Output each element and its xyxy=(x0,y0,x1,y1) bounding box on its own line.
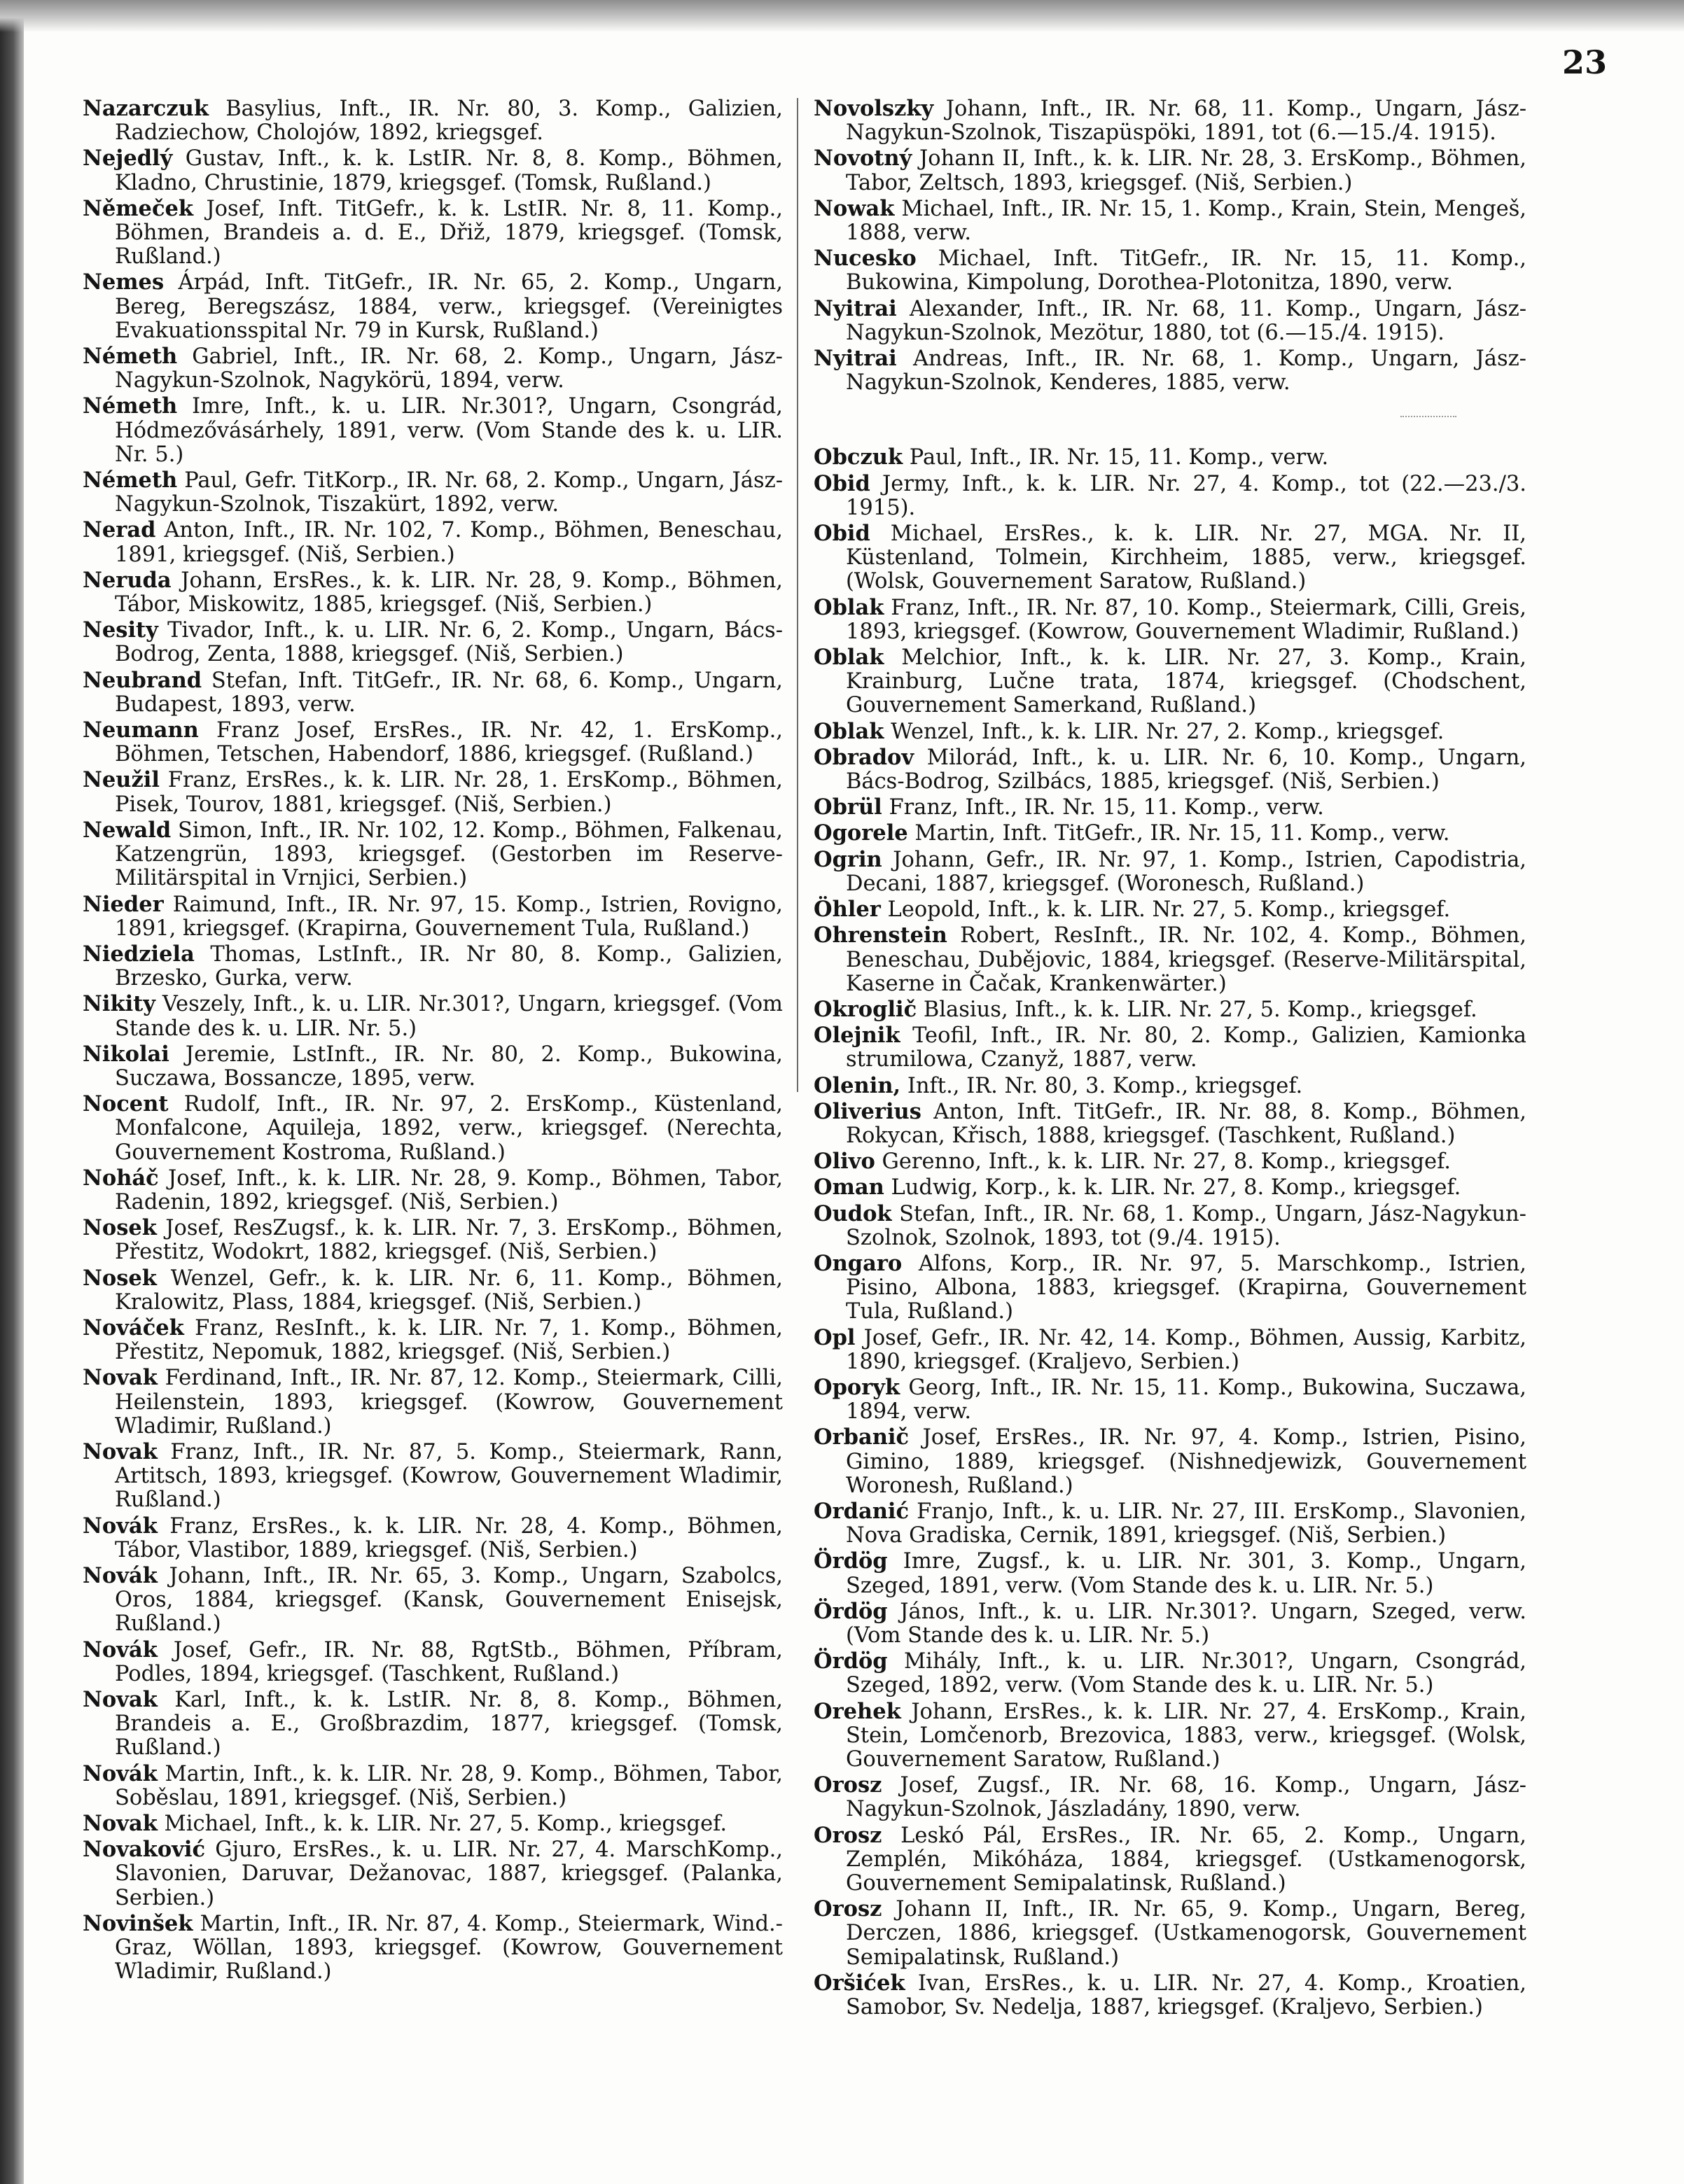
entry-details: Johann, ErsRes., k. k. LIR. Nr. 27, 4. ErsKomp., Krain, Stein, Lomčenorb, Brezovica, 1883, verw., kriegsgef. (Wolsk, Gouvernement Saratow, Rußland.) xyxy=(846,1699,1526,1772)
entry-surname: Nazarczuk xyxy=(83,96,209,121)
register-entry xyxy=(83,1216,783,1264)
register-entry xyxy=(83,468,783,517)
register-entry xyxy=(814,445,1526,470)
register-entry xyxy=(83,1440,783,1513)
entry-surname: Nemes xyxy=(83,270,165,295)
entry-surname: Oblak xyxy=(814,645,884,671)
entry-details: Thomas, LstInft., IR. Nr 80, 8. Komp., Galizien, Brzesko, Gurka, verw. xyxy=(115,941,783,991)
register-entry xyxy=(814,1700,1526,1772)
register-entry xyxy=(83,1688,783,1760)
entry-details: Tivador, Inft., k. u. LIR. Nr. 6, 2. Komp., Ungarn, Bács-Bodrog, Zenta, 1888, kriegsgef. (Niš, Serbien.) xyxy=(115,618,784,667)
entry-details: Franz, Inft., IR. Nr. 87, 5. Komp., Steiermark, Rann, Artitsch, 1893, kriegsgef. (Kowrow, Gouvernement Wladimir, Rußland.) xyxy=(115,1439,783,1513)
entry-details: Karl, Inft., k. k. LstIR. Nr. 8, 8. Komp., Böhmen, Brandeis a. E., Großbrazdim, 1877, kriegsgef. (Tomsk, Rußland.) xyxy=(115,1688,783,1760)
register-entry xyxy=(83,1812,783,1836)
register-entry xyxy=(83,1762,783,1810)
entry-surname: Nerad xyxy=(83,517,156,543)
entry-surname: Ohrenstein xyxy=(814,923,947,948)
entry-surname: Novák xyxy=(83,1637,158,1662)
entry-details: Raimund, Inft., IR. Nr. 97, 15. Komp., Istrien, Rovigno, 1891, kriegsgef. (Krapirna, Gouvernement Tula, Rußland.) xyxy=(115,892,783,941)
entry-surname: Ogorele xyxy=(814,820,908,846)
register-entry xyxy=(83,344,783,393)
register-entry xyxy=(83,1564,783,1637)
entry-details: Basylius, Inft., IR. Nr. 80, 3. Komp., Galizien, Radziechow, Cholojów, 1892, kriegsgef. xyxy=(115,97,783,146)
register-entry xyxy=(83,1166,783,1214)
register-entry xyxy=(83,942,783,990)
register-entry xyxy=(814,1549,1526,1597)
register-entry xyxy=(83,668,783,717)
entry-details: János, Inft., k. u. LIR. Nr.301?. Ungarn, Szeged, verw. (Vom Stande des k. u. LIR. Nr. 5.) xyxy=(846,1599,1527,1648)
register-entry xyxy=(814,1023,1526,1072)
entry-details: Teofil, Inft., IR. Nr. 80, 2. Komp., Galizien, Kamionka strumilowa, Czanyž, 1887, verw. xyxy=(846,1023,1526,1072)
entry-surname: Oblak xyxy=(814,594,884,620)
entry-surname: Ördög xyxy=(814,1548,888,1574)
register-entry xyxy=(814,1100,1526,1148)
entry-surname: Novolszky xyxy=(814,96,934,121)
register-entry xyxy=(814,197,1526,245)
register-entry xyxy=(814,297,1526,345)
entry-details: Franz, Inft., IR. Nr. 15, 11. Komp., verw. xyxy=(889,795,1324,820)
entry-surname: Nieder xyxy=(83,891,164,917)
entry-surname: Nyitrai xyxy=(814,295,897,321)
entry-details: Leskó Pál, ErsRes., IR. Nr. 65, 2. Komp., Ungarn, Zemplén, Mikóháza, 1884, kriegsgef. (Ustkamenogorsk, Gouvernement Semipalatinsk, Rußland.) xyxy=(846,1823,1526,1896)
page-top-shadow xyxy=(0,0,1684,32)
page-number: 23 xyxy=(1561,43,1607,81)
entry-surname: Noháč xyxy=(83,1165,159,1191)
register-entry xyxy=(814,1773,1526,1821)
register-entry xyxy=(83,1092,783,1165)
register-entry xyxy=(814,746,1526,794)
entry-details: Robert, ResInft., IR. Nr. 102, 4. Komp., Böhmen, Beneschau, Dubějovic, 1884, kriegsgef. (Reserve-Militärspital, Kaserne in Čačak, Krankenwärter.) xyxy=(846,923,1526,996)
entry-surname: Nocent xyxy=(83,1091,169,1117)
entry-details: Martin, Inft., k. k. LIR. Nr. 28, 9. Komp., Böhmen, Tabor, Soběslau, 1891, kriegsgef. (Niš, Serbien.) xyxy=(115,1761,783,1810)
entry-surname: Novak xyxy=(83,1365,158,1391)
section-gap xyxy=(814,396,1526,445)
register-entry xyxy=(814,1897,1526,1970)
entry-details: Melchior, Inft., k. k. LIR. Nr. 27, 3. Komp., Krain, Krainburg, Lučne trata, 1874, kriegsgef. (Chodschent, Gouvernement Samerkand, Rußland.) xyxy=(846,645,1526,718)
register-entry xyxy=(83,892,783,941)
entry-details: Alexander, Inft., IR. Nr. 68, 11. Komp., Ungarn, Jász-Nagykun-Szolnok, Mezötur, 1880, tot (6.—15./4. 1915). xyxy=(846,296,1527,345)
entry-details: Martin, Inft. TitGefr., IR. Nr. 15, 11. Komp., verw. xyxy=(914,821,1450,846)
entry-details: Josef, Inft., k. k. LIR. Nr. 28, 9. Komp., Böhmen, Tabor, Radenin, 1892, kriegsgef. (Niš, Serbien.) xyxy=(115,1166,783,1214)
entry-surname: Olivo xyxy=(814,1149,875,1175)
entry-surname: Nosek xyxy=(83,1215,157,1241)
register-entry xyxy=(814,146,1526,195)
entry-surname: Németh xyxy=(83,344,178,370)
entry-surname: Oršićek xyxy=(814,1970,905,1996)
entry-surname: Ördög xyxy=(814,1648,888,1674)
entry-details: Michael, Inft. TitGefr., IR. Nr. 15, 11. Komp., Bukowina, Kimpolung, Dorothea-Plotonitza, 1890, verw. xyxy=(846,246,1526,295)
register-entry xyxy=(83,518,783,566)
entry-details: Wenzel, Inft., k. k. LIR. Nr. 27, 2. Komp., kriegsgef. xyxy=(891,719,1445,744)
entry-surname: Olenin, xyxy=(814,1072,901,1098)
entry-surname: Obrül xyxy=(814,794,882,820)
entry-details: Franz Josef, ErsRes., IR. Nr. 42, 1. ErsKomp., Böhmen, Tetschen, Habendorf, 1886, kriegsgef. (Rußland.) xyxy=(115,718,783,767)
entry-details: Wenzel, Gefr., k. k. LIR. Nr. 6, 11. Komp., Böhmen, Kralowitz, Plass, 1884, kriegsgef. (Niš, Serbien.) xyxy=(115,1266,783,1315)
entry-details: Árpád, Inft. TitGefr., IR. Nr. 65, 2. Komp., Ungarn, Bereg, Beregszász, 1884, verw., kriegsgef. (Vereinigtes Evakuationsspital Nr. 79 in Kursk, Rußland.) xyxy=(115,270,783,343)
register-entry xyxy=(814,246,1526,295)
register-entry xyxy=(814,897,1526,922)
entry-surname: Nováček xyxy=(83,1315,184,1340)
register-entry xyxy=(814,346,1526,395)
right-column-o-section xyxy=(814,445,1526,2019)
entry-surname: Novak xyxy=(83,1687,158,1712)
entry-surname: Németh xyxy=(83,468,178,493)
right-column xyxy=(814,97,1526,2021)
register-entry xyxy=(83,146,783,195)
entry-details: Ivan, ErsRes., k. u. LIR. Nr. 27, 4. Komp., Kroatien, Samobor, Sv. Nedelja, 1887, kriegsgef. (Kraljevo, Serbien.) xyxy=(846,1970,1526,2020)
entry-surname: Obradov xyxy=(814,744,914,770)
entry-surname: Ordanić xyxy=(814,1498,910,1524)
entry-surname: Nowak xyxy=(814,195,895,221)
register-entry xyxy=(814,923,1526,996)
entry-details: Leopold, Inft., k. k. LIR. Nr. 27, 5. Komp., kriegsgef. xyxy=(887,897,1451,923)
entry-details: Georg, Inft., IR. Nr. 15, 11. Komp., Bukowina, Suczawa, 1894, verw. xyxy=(846,1375,1527,1424)
entry-details: Paul, Gefr. TitKorp., IR. Nr. 68, 2. Komp., Ungarn, Jász-Nagykun-Szolnok, Tiszakürt, 1892, verw. xyxy=(115,468,783,517)
register-entry xyxy=(814,1252,1526,1324)
entry-surname: Olejnik xyxy=(814,1023,900,1049)
register-entry xyxy=(814,1202,1526,1250)
entry-details: Jeremie, LstInft., IR. Nr. 80, 2. Komp., Bukowina, Suczawa, Bossancze, 1895, verw. xyxy=(115,1042,783,1091)
register-entry xyxy=(83,992,783,1040)
column-divider xyxy=(797,98,798,1092)
entry-details: Gustav, Inft., k. k. LstIR. Nr. 8, 8. Komp., Böhmen, Kladno, Chrustinie, 1879, kriegsgef. (Tomsk, Rußland.) xyxy=(115,146,783,195)
register-entry xyxy=(83,1912,783,1984)
entry-details: Ferdinand, Inft., IR. Nr. 87, 12. Komp., Steiermark, Cilli, Heilenstein, 1893, kriegsgef. (Kowrow, Gouvernement Wladimir, Rußland.) xyxy=(115,1366,783,1438)
entry-details: Gerenno, Inft., k. k. LIR. Nr. 27, 8. Komp., kriegsgef. xyxy=(882,1149,1451,1175)
left-column xyxy=(83,97,783,1985)
entry-surname: Newald xyxy=(83,817,172,843)
entry-details: Inft., IR. Nr. 80, 3. Komp., kriegsgef. xyxy=(907,1073,1303,1098)
entry-surname: Okroglič xyxy=(814,996,917,1022)
entry-details: Anton, Inft., IR. Nr. 102, 7. Komp., Böhmen, Beneschau, 1891, kriegsgef. (Niš, Serbien.) xyxy=(115,518,783,567)
page-edge-shadow xyxy=(0,0,24,2184)
entry-details: Ludwig, Korp., k. k. LIR. Nr. 27, 8. Komp., kriegsgef. xyxy=(891,1175,1461,1200)
entry-surname: Novak xyxy=(83,1811,158,1837)
register-entry xyxy=(814,596,1526,644)
entry-details: Josef, Gefr., IR. Nr. 88, RgtStb., Böhmen, Příbram, Podles, 1894, kriegsgef. (Taschkent, Rußland.) xyxy=(115,1637,784,1686)
register-entry xyxy=(83,1638,783,1686)
register-entry xyxy=(814,1175,1526,1200)
entry-surname: Niedziela xyxy=(83,941,195,967)
entry-details: Mihály, Inft., k. u. LIR. Nr.301?, Ungarn, Csongrád, Szeged, 1892, verw. (Vom Stande des k. u. LIR. Nr. 5.) xyxy=(846,1649,1526,1698)
entry-surname: Nejedlý xyxy=(83,146,173,172)
entry-surname: Orosz xyxy=(814,1772,882,1798)
register-entry xyxy=(814,848,1526,896)
entry-details: Johann II, Inft., k. k. LIR. Nr. 28, 3. ErsKomp., Böhmen, Tabor, Zeltsch, 1893, kriegsgef. (Niš, Serbien.) xyxy=(846,146,1526,195)
entry-surname: Neruda xyxy=(83,567,172,593)
entry-details: Johann, Inft., IR. Nr. 68, 11. Komp., Ungarn, Jász-Nagykun-Szolnok, Tiszapüspöki, 1891, tot (6.—15./4. 1915). xyxy=(846,97,1526,146)
entry-surname: Oudok xyxy=(814,1200,892,1226)
entry-details: Josef, ResZugsf., k. k. LIR. Nr. 7, 3. ErsKomp., Böhmen, Přestitz, Wodokrt, 1882, kriegsgef. (Niš, Serbien.) xyxy=(115,1216,783,1265)
register-entry xyxy=(814,720,1526,744)
register-entry xyxy=(814,1971,1526,2019)
register-entry xyxy=(814,1425,1526,1498)
right-column-n-section xyxy=(814,97,1526,395)
entry-surname: Öhler xyxy=(814,897,881,923)
register-entry xyxy=(83,394,783,467)
register-entry xyxy=(814,1149,1526,1174)
entry-surname: Novák xyxy=(83,1760,158,1786)
entry-details: Imre, Inft., k. u. LIR. Nr.301?, Ungarn, Csongrád, Hódmezővásárhely, 1891, verw. (Vom Stande des k. u. LIR. Nr. 5.) xyxy=(115,394,783,467)
entry-details: Franz, ErsRes., k. k. LIR. Nr. 28, 4. Komp., Böhmen, Tábor, Vlastibor, 1889, kriegsgef. (Niš, Serbien.) xyxy=(115,1513,783,1562)
entry-surname: Oliverius xyxy=(814,1098,921,1124)
entry-details: Josef, Gefr., IR. Nr. 42, 14. Komp., Böhmen, Aussig, Karbitz, 1890, kriegsgef. (Kraljevo, Serbien.) xyxy=(846,1325,1526,1374)
register-entry xyxy=(83,1266,783,1315)
entry-surname: Novinšek xyxy=(83,1910,193,1936)
entry-surname: Ördög xyxy=(814,1598,888,1624)
register-entry xyxy=(814,821,1526,846)
register-entry xyxy=(814,1499,1526,1548)
entry-surname: Oblak xyxy=(814,718,884,744)
register-entry xyxy=(83,1514,783,1562)
entry-surname: Nikolai xyxy=(83,1041,169,1067)
entry-surname: Neumann xyxy=(83,718,199,743)
entry-details: Josef, Zugsf., IR. Nr. 68, 16. Komp., Ungarn, Jász-Nagykun-Szolnok, Jászladány, 1890, verw. xyxy=(846,1773,1526,1822)
entry-details: Paul, Inft., IR. Nr. 15, 11. Komp., verw. xyxy=(909,445,1329,470)
register-entry xyxy=(814,522,1526,594)
register-entry xyxy=(814,795,1526,820)
entry-details: Milorád, Inft., k. u. LIR. Nr. 6, 10. Komp., Ungarn, Bács-Bodrog, Szilbács, 1885, kriegsgef. (Niš, Serbien.) xyxy=(846,745,1526,794)
entry-details: Michael, Inft., k. k. LIR. Nr. 27, 5. Komp., kriegsgef. xyxy=(164,1812,728,1837)
entry-surname: Ongaro xyxy=(814,1250,903,1276)
entry-details: Franz, Inft., IR. Nr. 87, 10. Komp., Steiermark, Cilli, Greis, 1893, kriegsgef. (Kowrow, Gouvernement Wladimir, Rußland.) xyxy=(846,595,1526,644)
entry-surname: Ogrin xyxy=(814,846,882,872)
entry-details: Andreas, Inft., IR. Nr. 68, 1. Komp., Ungarn, Jász-Nagykun-Szolnok, Kenderes, 1885, verw. xyxy=(846,346,1526,396)
register-entry xyxy=(814,1326,1526,1374)
entry-details: Johann II, Inft., IR. Nr. 65, 9. Komp., Ungarn, Bereg, Derczen, 1886, kriegsgef. (Ustkamenogorsk, Gouvernement Semipalatinsk, Rußland.) xyxy=(846,1897,1526,1970)
register-entry xyxy=(83,768,783,816)
entry-surname: Oman xyxy=(814,1175,884,1200)
entry-details: Alfons, Korp., IR. Nr. 97, 5. Marschkomp., Istrien, Pisino, Albona, 1883, kriegsgef. (Krapirna, Gouvernement Tula, Rußland.) xyxy=(846,1251,1526,1324)
entry-surname: Orosz xyxy=(814,1896,882,1922)
entry-details: Gjuro, ErsRes., k. u. LIR. Nr. 27, 4. MarschKomp., Slavonien, Daruvar, Dežanovac, 1887, kriegsgef. (Palanka, Serbien.) xyxy=(115,1837,783,1910)
entry-surname: Neubrand xyxy=(83,667,202,693)
register-entry xyxy=(814,645,1526,718)
entry-details: Franz, ErsRes., k. k. LIR. Nr. 28, 1. ErsKomp., Böhmen, Pisek, Tourov, 1881, kriegsgef. (Niš, Serbien.) xyxy=(115,768,783,817)
register-entry xyxy=(814,1823,1526,1896)
entry-details: Stefan, Inft., IR. Nr. 68, 1. Komp., Ungarn, Jász-Nagykun-Szolnok, Szolnok, 1893, tot (9./4. 1915). xyxy=(846,1201,1526,1250)
entry-details: Franz, ResInft., k. k. LIR. Nr. 7, 1. Komp., Böhmen, Přestitz, Nepomuk, 1882, kriegsgef. (Niš, Serbien.) xyxy=(115,1315,784,1365)
register-entry xyxy=(814,1074,1526,1098)
entry-surname: Orehek xyxy=(814,1698,901,1724)
entry-surname: Oporyk xyxy=(814,1374,900,1400)
entry-details: Johann, ErsRes., k. k. LIR. Nr. 28, 9. Komp., Böhmen, Tábor, Miskowitz, 1885, kriegsgef. (Niš, Serbien.) xyxy=(115,568,783,617)
entry-details: Johann, Inft., IR. Nr. 65, 3. Komp., Ungarn, Szabolcs, Oros, 1884, kriegsgef. (Kansk, Gouvernement Enisejsk, Rußland.) xyxy=(115,1563,783,1637)
register-entry xyxy=(83,568,783,617)
entry-details: Jermy, Inft., k. k. LIR. Nr. 27, 4. Komp., tot (22.—23./3. 1915). xyxy=(846,471,1526,520)
entry-surname: Novák xyxy=(83,1562,158,1588)
entry-surname: Němeček xyxy=(83,195,194,221)
entry-surname: Obczuk xyxy=(814,444,903,470)
entry-surname: Novaković xyxy=(83,1837,206,1863)
register-entry xyxy=(83,270,783,343)
entry-details: Martin, Inft., IR. Nr. 87, 4. Komp., Steiermark, Wind.-Graz, Wöllan, 1893, kriegsgef. (Kowrow, Gouvernement Wladimir, Rußland.) xyxy=(115,1911,783,1984)
register-entry xyxy=(814,472,1526,520)
register-entry xyxy=(83,1366,783,1438)
register-entry xyxy=(83,618,783,666)
entry-details: Michael, Inft., IR. Nr. 15, 1. Komp., Krain, Stein, Mengeš, 1888, verw. xyxy=(846,196,1526,246)
entry-surname: Novak xyxy=(83,1438,158,1464)
entry-surname: Orbanič xyxy=(814,1424,910,1450)
entry-surname: Neužil xyxy=(83,767,160,793)
entry-surname: Obid xyxy=(814,521,870,547)
entry-surname: Novák xyxy=(83,1513,158,1539)
register-entry xyxy=(83,718,783,766)
register-entry xyxy=(83,1316,783,1364)
entry-details: Michael, ErsRes., k. k. LIR. Nr. 27, MGA. Nr. II, Küstenland, Tolmein, Kirchheim, 1885, verw., kriegsgef. (Wolsk, Gouvernement Saratow, Rußland.) xyxy=(846,522,1526,594)
entry-details: Imre, Zugsf., k. u. LIR. Nr. 301, 3. Komp., Ungarn, Szeged, 1891, verw. (Vom Stande des k. u. LIR. Nr. 5.) xyxy=(846,1549,1526,1598)
entry-details: Franjo, Inft., k. u. LIR. Nr. 27, III. ErsKomp., Slavonien, Nova Gradiska, Cernik, 1891, kriegsgef. (Niš, Serbien.) xyxy=(846,1499,1526,1548)
register-entry xyxy=(83,1837,783,1910)
entry-details: Simon, Inft., IR. Nr. 102, 12. Komp., Böhmen, Falkenau, Katzengrün, 1893, kriegsgef. (Gestorben im Reserve-Militärspital in Vrnjici, Serbien.) xyxy=(115,818,783,891)
register-entry xyxy=(83,818,783,891)
entry-details: Stefan, Inft. TitGefr., IR. Nr. 68, 6. Komp., Ungarn, Budapest, 1893, verw. xyxy=(115,668,783,717)
entry-details: Anton, Inft. TitGefr., IR. Nr. 88, 8. Komp., Böhmen, Rokycan, Křisch, 1888, kriegsgef. (Taschkent, Rußland.) xyxy=(846,1099,1526,1148)
entry-surname: Németh xyxy=(83,393,178,419)
register-entry xyxy=(814,997,1526,1022)
register-entry xyxy=(83,197,783,270)
entry-surname: Nesity xyxy=(83,617,158,643)
entry-surname: Nikity xyxy=(83,991,155,1017)
entry-details: Rudolf, Inft., IR. Nr. 97, 2. ErsKomp., Küstenland, Monfalcone, Aquileja, 1892, verw., kriegsgef. (Nerechta, Gouvernement Kostroma, Rußland.) xyxy=(115,1092,783,1165)
entry-details: Gabriel, Inft., IR. Nr. 68, 2. Komp., Ungarn, Jász-Nagykun-Szolnok, Nagykörü, 1894, verw. xyxy=(115,344,783,393)
register-entry xyxy=(814,1600,1526,1648)
entry-surname: Nosek xyxy=(83,1265,157,1291)
entry-surname: Novotný xyxy=(814,146,912,172)
entry-details: Johann, Gefr., IR. Nr. 97, 1. Komp., Istrien, Capodistria, Decani, 1887, kriegsgef. (Woronesch, Rußland.) xyxy=(846,847,1527,896)
entry-details: Veszely, Inft., k. u. LIR. Nr.301?, Ungarn, kriegsgef. (Vom Stande des k. u. LIR. Nr. 5.) xyxy=(115,992,783,1041)
entry-surname: Nyitrai xyxy=(814,346,897,372)
entry-details: Josef, Inft. TitGefr., k. k. LstIR. Nr. 8, 11. Komp., Böhmen, Brandeis a. d. E., Dřiž, 1879, kriegsgef. (Tomsk, Rußland.) xyxy=(115,196,783,270)
register-entry xyxy=(83,97,783,145)
register-entry xyxy=(814,1376,1526,1424)
entry-details: Josef, ErsRes., IR. Nr. 97, 4. Komp., Istrien, Pisino, Gimino, 1889, kriegsgef. (Nishnedjewizk, Gouvernement Woronesh, Rußland.) xyxy=(846,1425,1526,1498)
entry-surname: Obid xyxy=(814,470,870,496)
register-entry xyxy=(814,1649,1526,1698)
entry-surname: Orosz xyxy=(814,1822,882,1848)
entry-surname: Opl xyxy=(814,1324,856,1350)
entry-details: Blasius, Inft., k. k. LIR. Nr. 27, 5. Komp., kriegsgef. xyxy=(923,997,1477,1022)
register-entry xyxy=(83,1042,783,1091)
entry-surname: Nucesko xyxy=(814,246,917,272)
register-entry xyxy=(814,97,1526,145)
